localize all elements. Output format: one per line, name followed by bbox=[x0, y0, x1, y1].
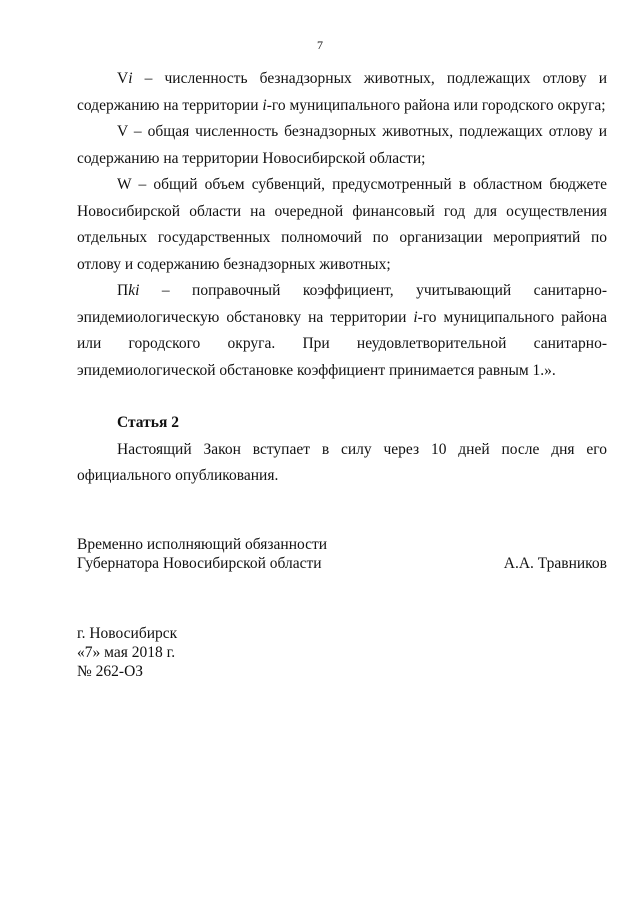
law-number: № 262-ОЗ bbox=[77, 663, 144, 680]
signature-block bbox=[77, 535, 607, 573]
italic-index: i bbox=[413, 308, 418, 326]
symbol-subscript: ki bbox=[128, 282, 140, 299]
signatory-name: А.А. Травников bbox=[503, 555, 607, 572]
city: г. Новосибирск bbox=[77, 625, 178, 642]
definition-text: -го муниципального района или городского округа; bbox=[266, 96, 606, 114]
definition-w: W – общий объем субвенций, предусмотренный в областном бюджете Новосибирской области на очередной финансовый год для осуществления отдельных государственных полномочий по организации мероприятий по отлову и содержанию безнадзорных животных; bbox=[77, 176, 607, 273]
definition-text: – численность безнадзорных животных, подлежащих отлову и содержанию на территории bbox=[77, 70, 607, 114]
symbol-p: П bbox=[117, 282, 129, 299]
italic-index: i bbox=[262, 96, 267, 114]
document-body bbox=[77, 66, 607, 490]
definition-vi bbox=[77, 66, 607, 119]
article-2-text: Настоящий Закон вступает в силу через 10 дней после дня его официального опубликования. bbox=[77, 440, 607, 484]
definition-text: – поправочный коэффициент, учитывающий санитарно-эпидемиологическую обстановку на территории bbox=[77, 282, 607, 326]
signature-title-line1: Временно исполняющий обязанности bbox=[77, 536, 328, 553]
symbol-subscript: i bbox=[128, 70, 133, 87]
place-date-block bbox=[77, 624, 177, 681]
article-2-heading: Статья 2 bbox=[117, 414, 179, 431]
signature-title-line2: Губернатора Новосибирской области bbox=[77, 555, 322, 572]
definition-v: V – общая численность безнадзорных животных, подлежащих отлову и содержанию на территории Новосибирской области; bbox=[77, 123, 607, 167]
definition-pki bbox=[77, 278, 607, 384]
law-date: «7» мая 2018 г. bbox=[77, 644, 176, 661]
definition-text: -го муниципального района или городского округа. При неудовлетворительной санитарно-эпидемиологической обстановке коэффициент принимается равным 1.». bbox=[77, 308, 607, 379]
symbol-v: V bbox=[117, 70, 129, 87]
page-number: 7 bbox=[317, 38, 323, 52]
signature-row bbox=[77, 554, 607, 573]
